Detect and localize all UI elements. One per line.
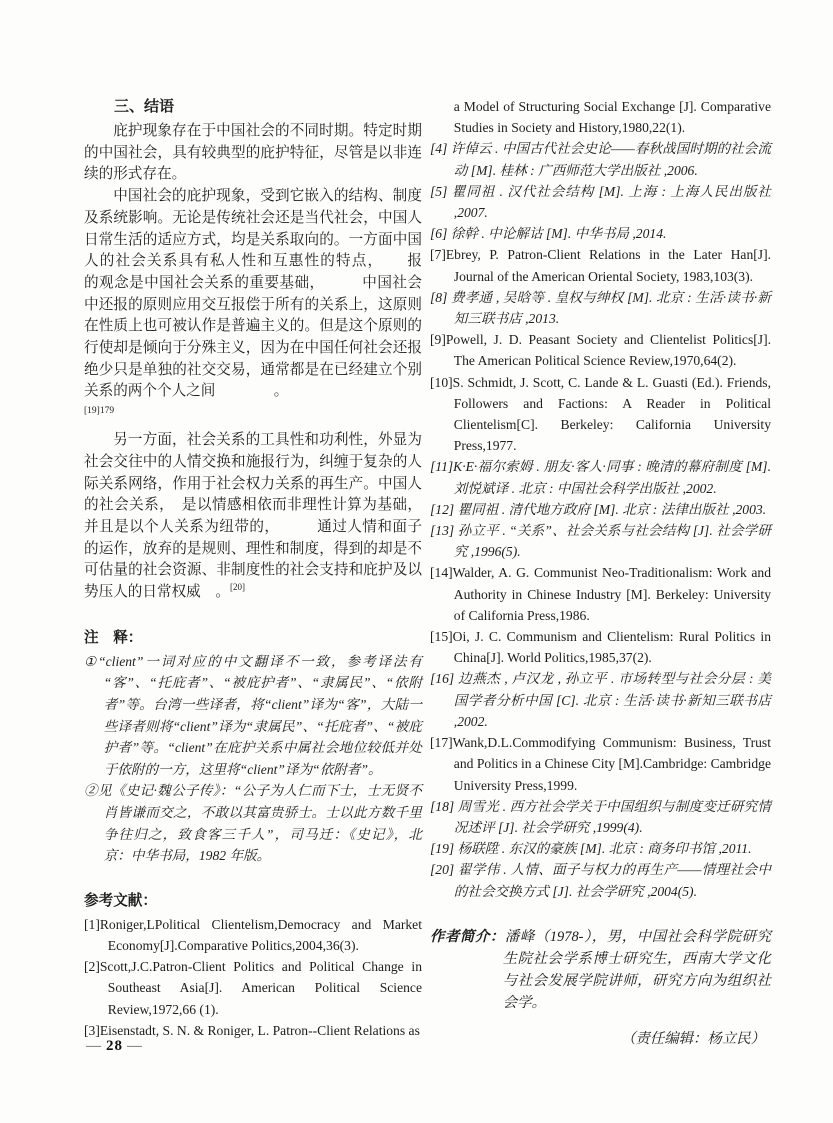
left-column: [84, 96, 437, 1041]
author-bio-text: 潘峰（1978-），男，中国社会科学院研究生院社会学系博士研究生，西南大学文化与社会发展学院讲师，研究方向为组织社会学。: [502, 928, 771, 1011]
conclusion-paragraph-2: [84, 186, 437, 403]
reference-item: [14]Walder, A. G. Communist Neo-Traditionalism: Work and Authority in Chinese Industry [M]. Berkeley: University of California Press,1986.: [430, 565, 771, 623]
reference-item: [15]Oi, J. C. Communism and Clientelism: Rural Politics in China[J]. World Politics,1985,37(2).: [430, 629, 771, 666]
notes-heading: 注 释：: [84, 629, 143, 646]
reference-item: [7]Ebrey, P. Patron-Client Relations in the Later Han[J]. Journal of the American Oriental Society, 1983,103(3).: [430, 247, 771, 284]
reference-item: [11]K·E·福尔索姆 . 朋友·客人·同事 : 晚清的幕府制度 [M]. 刘悦斌译 . 北京 : 中国社会科学出版社 ,2002.: [430, 459, 771, 496]
reference-item: [6] 徐幹 . 中论解诂 [M]. 中华书局 ,2014.: [430, 226, 667, 242]
reference-item: [20] 翟学伟 . 人情、面子与权力的再生产——情理社会中的社会交换方式 [J]. 社会学研究 ,2004(5).: [430, 862, 771, 899]
reference-item: [4] 许倬云 . 中国古代社会史论——春秋战国时期的社会流动 [M]. 桂林 : 广西师范大学出版社 ,2006.: [430, 141, 771, 178]
note-item: ①“client”一词对应的中文翻译不一致，参考译法有“客”、“托庇者”、“被庇护者”、“隶属民”、“依附者”等。台湾一些译者，将“client”译为“客”，大陆一些译者则将“client”译为“隶属民”、“托庇者”、“被庇护者”等。“client”在庇护关系中属社会地位较低并处于依附的一方，这里将“client”译为“依附者”。: [84, 653, 422, 777]
reference-item: [3]Eisenstadt, S. N. & Roniger, L. Patron--Client Relations as: [84, 1022, 420, 1038]
author-bio: [430, 926, 771, 1014]
notes-list: [84, 651, 422, 867]
footnote-citation-19: [19]179: [84, 406, 115, 417]
references-heading: 参考文献：: [84, 892, 157, 909]
reference-item: [12] 瞿同祖 . 清代地方政府 [M]. 北京 : 法律出版社 ,2003.: [430, 501, 767, 517]
author-bio-label: 作者简介：: [430, 928, 505, 945]
page-number-value: 28: [106, 1038, 123, 1054]
conclusion-paragraph-3: [84, 430, 422, 604]
reference-item: [1]Roniger,LPolitical Clientelism,Democracy and Market Economy[J].Comparative Politics,2004,36(3).: [84, 916, 422, 953]
reference-item: [13] 孙立平 . “关系”、社会关系与社会结构 [J]. 社会学研究 ,1996(5).: [430, 523, 771, 560]
reference-item-continuation: a Model of Structuring Social Exchange [J]. Comparative Studies in Society and History,1980,22(1).: [453, 99, 771, 136]
conclusion-paragraph-1: 庇护现象存在于中国社会的不同时期。特定时期的中国社会，具有较典型的庇护特征，尽管是以非连续的形式存在。: [84, 123, 422, 183]
note-item: ②见《史记·魏公子传》：“公子为人仁而下士，士无贤不肖皆谦而交之，不敢以其富贵骄士。士以此方数千里争往归之，致食客三千人”，司马迁：《史记》，北京：中华书局，1982 年版。: [84, 783, 422, 864]
reference-item: [2]Scott,J.C.Patron-Client Politics and Political Change in Southeast Asia[J]. American Political Science Review,1972,66 (1).: [84, 959, 422, 1017]
references-list-right: [430, 138, 771, 901]
page-number-dash-right: —: [127, 1038, 143, 1054]
reference-item: [16] 边燕杰 , 卢汉龙 , 孙立平 . 市场转型与社会分层 : 美国学者分析中国 [C]. 北京 : 生活·读书·新知三联书店 ,2002.: [430, 671, 771, 729]
section-heading-conclusion: 三、结语: [114, 99, 175, 115]
conclusion-paragraph-3-text: 另一方面，社会关系的工具性和功利性，外显为社会交往中的人情交换和施报行为，纠缠于复杂的人际关系网络，作用于社会权力关系的再生产。中国人的社会关系， 是以情感相依而非理性计算为基础，并且是以个人关系为纽带的， 通过人情和面子的运作，放弃的是规则、理性和制度，得到的却是不可估量的社会资源、非制度性的社会支持和庇护及以势压人的日常权威 。: [84, 432, 422, 601]
responsible-editor: （责任编辑：杨立民）: [621, 1031, 765, 1048]
references-list-left: [84, 914, 422, 1041]
reference-item: [5] 瞿同祖 . 汉代社会结构 [M]. 上海 : 上海人民出版社 ,2007.: [430, 183, 771, 221]
conclusion-paragraph-2-text: 中国社会的庇护现象，受到它嵌入的结构、制度及系统影响。无论是传统社会还是当代社会，中国人日常生活的适应方式，均是关系取向的。一方面中国人的社会关系具有私人性和互惠性的特点， 报 的观念是中国社会关系的重要基础， 中国社会中还报的原则应用交互报偿于所有的关系上，这原则在性质上也可被认作是普遍主义的。但是这个原则的行使却是倾向于分殊主义，因为在中国任何社会还报绝少只是单独的社交交易，通常都是在已经建立个别关系的两个个人之间 。: [84, 188, 437, 400]
reference-item: [17]Wank,D.L.Commodifying Communism: Business, Trust and Politics in a Chinese City [M].Cambridge: Cambridge University Press,1999.: [430, 735, 771, 793]
footnote-citation-20: [20]: [229, 582, 245, 593]
reference-item: [10]S. Schmidt, J. Scott, C. Lande & L. Guasti (Ed.). Friends, Followers and Factions: A Reader in Political Clientelism[C]. Berkeley: California University Press,1977.: [430, 374, 771, 454]
page-number-dash-left: —: [86, 1038, 102, 1054]
reference-item: [19] 杨联陞 . 东汉的豪族 [M]. 北京 : 商务印书馆 ,2011.: [430, 841, 752, 857]
page-number: [86, 1036, 143, 1056]
reference-item: [8] 费孝通 , 吴晗等 . 皇权与绅权 [M]. 北京 : 生活·读书·新知三联书店 ,2013.: [430, 289, 771, 327]
right-column: [430, 96, 771, 1065]
reference-item: [18] 周雪光 . 西方社会学关于中国组织与制度变迁研究情况述评 [J]. 社会学研究 ,1999(4).: [430, 798, 771, 835]
reference-item: [9]Powell, J. D. Peasant Society and Clientelist Politics[J]. The American Political Science Review,1970,64(2).: [430, 332, 771, 369]
